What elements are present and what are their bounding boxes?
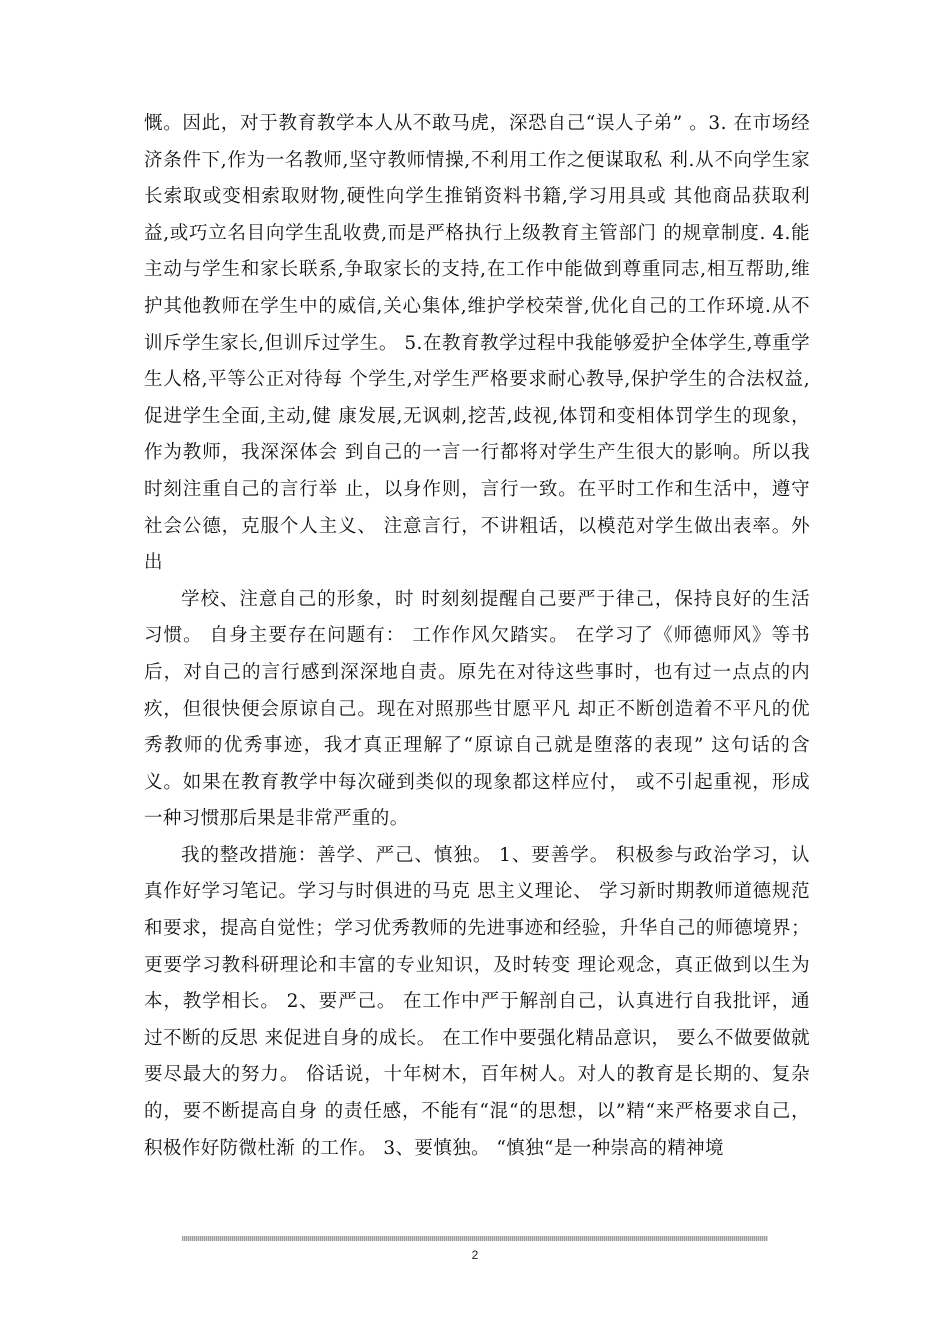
page-number: 2 [471, 1248, 479, 1262]
paragraph-3: 我的整改措施：善学、严己、慎独。 1、要善学。 积极参与政治学习，认真作好学习笔记。学习与时俱进的马克 思主义理论、 学习新时期教师道德规范和要求，提高自觉性；学习优秀教师的先进事迹和经验，升华自己的师德境界；更要学习教科研理论和丰富的专业知识，及时转变 理论观念，真正做到以生为本，教学相长。 2、要严己。 在工作中严于解剖自己，认真进行自我批评，通过不断的反思 来促进自身的成长。 在工作中要强化精品意识， 要么不做要做就要尽最大的努力。 俗话说，十年树木，百年树人。对人的教育是长期的、复杂的，要不断提高自身 的责任感，不能有“混“的思想，以”精“来严格要求自己，积极作好防微杜渐 的工作。 3、要慎独。 “慎独“是一种崇高的精神境 [144, 844, 810, 1159]
footer-divider [182, 1236, 768, 1241]
paragraph-2: 学校、注意自己的形象，时 时刻刻提醒自己要严于律己，保持良好的生活习惯。 自身主要存在问题有： 工作作风欠踏实。 在学习了《师德师风》等书后，对自己的言行感到深深地自责。原先在对待这些事时，也有过一点点的内疚，但很快便会原谅自己。现在对照那些甘愿平凡 却正不断创造着不平凡的优秀教师的优秀事迹，我才真正理解了“原谅自己就是堕落的表现” 这句话的含义。如果在教育教学中每次碰到类似的现象都这样应付， 或不引起重视，形成一种习惯那后果是非常严重的。 [144, 588, 810, 830]
paragraph-1: 慨。因此，对于教育教学本人从不敢马虎，深恐自己“误人子弟” 。3. 在市场经济条件下,作为一名教师,坚守教师情操,不利用工作之便谋取私 利.从不向学生家长索取或变相索取财物,硬性向学生推销资料书籍,学习用具或 其他商品获取利益,或巧立名目向学生乱收费,而是严格执行上级教育主管部门 的规章制度. 4.能主动与学生和家长联系,争取家长的支持,在工作中能做到尊重同志,相互帮助,维护其他教师在学生中的威信,关心集体,维护学校荣誉,优化自己的工作环境.从不训斥学生家长,但训斥过学生。 5.在教育教学过程中我能够爱护全体学生,尊重学生人格,平等公正对待每 个学生,对学生严格要求耐心教导,保护学生的合法权益,促进学生全面,主动,健 康发展,无讽刺,挖苦,歧视,体罚和变相体罚学生的现象，作为教师，我深深体会 到自己的一言一行都将对学生产生很大的影响。所以我时刻注重自己的言行举 止，以身作则，言行一致。在平时工作和生活中，遵守社会公德，克服个人主义、 注意言行，不讲粗话，以模范对学生做出表率。外出 [144, 113, 810, 574]
document-body [144, 106, 810, 1167]
